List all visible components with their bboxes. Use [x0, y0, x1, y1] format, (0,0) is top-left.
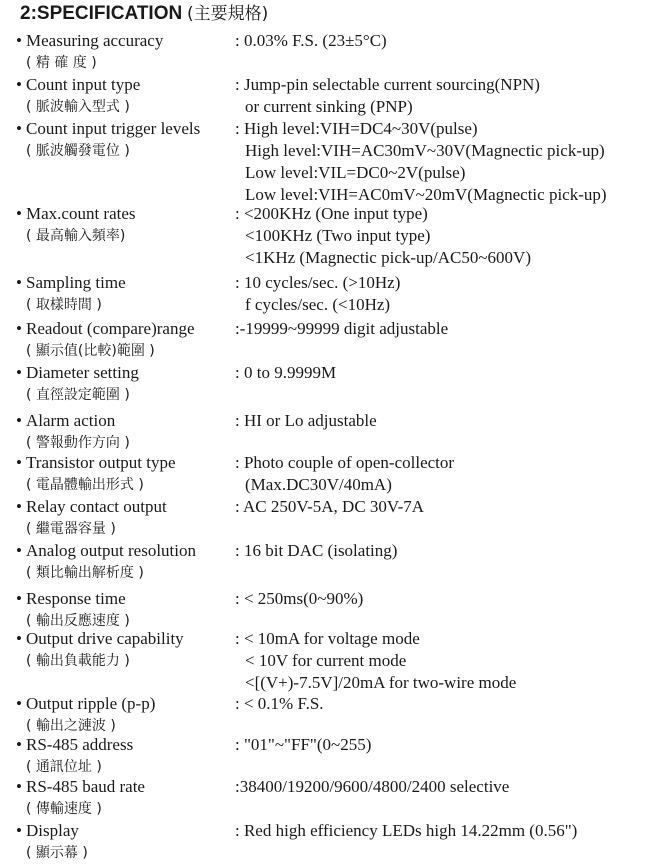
spec-value [235, 628, 650, 694]
spec-value-line: : Red high efficiency LEDs high 14.22mm (0.56") [235, 821, 578, 840]
spec-value [235, 318, 650, 340]
spec-value-line: : 10 cycles/sec. (>10Hz) [235, 273, 401, 292]
spec-value-line: :38400/19200/9600/4800/2400 selective [235, 777, 510, 796]
section-title [20, 2, 268, 26]
spec-label [16, 734, 234, 778]
spec-value-line: : < 10mA for voltage mode [235, 629, 420, 648]
spec-value-line: : < 250ms(0~90%) [235, 589, 364, 608]
spec-label-english: Count input type [26, 75, 141, 94]
spec-value-line: < 10V for current mode [245, 651, 407, 670]
spec-label-chinese: ( 精 確 度 ) [26, 55, 97, 71]
bullet-icon: • [16, 694, 22, 713]
spec-label [16, 272, 234, 316]
spec-label [16, 74, 234, 118]
spec-label [16, 693, 234, 737]
spec-value [235, 776, 650, 798]
spec-label [16, 118, 234, 162]
spec-label-english: Display [26, 821, 79, 840]
spec-label-english: Readout (compare)range [26, 319, 195, 338]
spec-label [16, 496, 234, 540]
spec-value [235, 362, 650, 384]
spec-value-line: <100KHz (Two input type) [245, 226, 431, 245]
spec-label [16, 410, 234, 454]
spec-value [235, 452, 650, 496]
spec-label-chinese: ( 繼電器容量 ) [26, 521, 116, 537]
spec-value-line: : <200KHz (One input type) [235, 204, 428, 223]
spec-label-chinese: ( 傳輸速度 ) [26, 801, 102, 817]
spec-label-chinese: ( 顯示幕 ) [26, 845, 88, 861]
spec-label [16, 820, 234, 864]
spec-label [16, 628, 234, 672]
spec-label [16, 318, 234, 362]
bullet-icon: • [16, 31, 22, 50]
spec-value-line: Low level:VIL=DC0~2V(pulse) [245, 163, 466, 182]
spec-label-chinese: ( 輸出反應速度 ) [26, 613, 130, 629]
spec-label-chinese: ( 脈波輸入型式 ) [26, 99, 130, 115]
spec-value-line: :-19999~99999 digit adjustable [235, 319, 449, 338]
spec-value-line: : 0.03% F.S. (23±5°C) [235, 31, 387, 50]
spec-label-english: Alarm action [26, 411, 116, 430]
spec-value-line: : < 0.1% F.S. [235, 694, 324, 713]
spec-label [16, 452, 234, 496]
section-title-chinese: (主要規格) [186, 4, 269, 24]
spec-label [16, 362, 234, 406]
spec-label-english: Measuring accuracy [26, 31, 164, 50]
bullet-icon: • [16, 204, 22, 223]
spec-label-english: RS-485 address [26, 735, 134, 754]
spec-value [235, 203, 650, 269]
bullet-icon: • [16, 821, 22, 840]
spec-label-english: Transistor output type [26, 453, 176, 472]
spec-value-line: f cycles/sec. (<10Hz) [245, 295, 391, 314]
spec-value [235, 693, 650, 715]
spec-label-chinese: ( 取樣時間 ) [26, 297, 102, 313]
bullet-icon: • [16, 319, 22, 338]
spec-label-chinese: ( 輸出之漣波 ) [26, 718, 116, 734]
bullet-icon: • [16, 273, 22, 292]
spec-value-line: : AC 250V-5A, DC 30V-7A [235, 497, 425, 516]
bullet-icon: • [16, 589, 22, 608]
spec-label-chinese: ( 直徑設定範圍 ) [26, 387, 130, 403]
spec-label-english: Output drive capability [26, 629, 184, 648]
section-title-text: 2:SPECIFICATION [20, 3, 183, 24]
spec-label-chinese: ( 輸出負載能力 ) [26, 653, 130, 669]
bullet-icon: • [16, 119, 22, 138]
spec-label-english: Count input trigger levels [26, 119, 201, 138]
spec-label-chinese: ( 脈波觸發電位 ) [26, 143, 130, 159]
bullet-icon: • [16, 735, 22, 754]
spec-value-line: : Photo couple of open-collector [235, 453, 455, 472]
spec-label [16, 30, 234, 74]
spec-value-line: : "01"~"FF"(0~255) [235, 735, 372, 754]
spec-value [235, 588, 650, 610]
spec-label [16, 540, 234, 584]
bullet-icon: • [16, 629, 22, 648]
spec-value-line: <[(V+)-7.5V]/20mA for two-wire mode [245, 673, 517, 692]
spec-label-chinese: ( 顯示值(比較)範圍 ) [26, 343, 155, 359]
spec-value-line: High level:VIH=AC30mV~30V(Magnectic pick-up) [245, 141, 605, 160]
spec-label-english: Relay contact output [26, 497, 167, 516]
spec-value [235, 74, 650, 118]
spec-value [235, 734, 650, 756]
spec-label-chinese: ( 警報動作方向 ) [26, 435, 130, 451]
spec-label-chinese: ( 電晶體輸出形式 ) [26, 477, 144, 493]
spec-label-chinese: ( 類比輸出解析度 ) [26, 565, 144, 581]
spec-label-english: Max.count rates [26, 204, 136, 223]
spec-value-line: : High level:VIH=DC4~30V(pulse) [235, 119, 478, 138]
spec-label [16, 203, 234, 247]
spec-value-line: : Jump-pin selectable current sourcing(NPN) [235, 75, 540, 94]
spec-label [16, 776, 234, 820]
spec-value-line: Low level:VIH=AC0mV~20mV(Magnectic pick-up) [245, 185, 607, 204]
spec-value-line: : 16 bit DAC (isolating) [235, 541, 398, 560]
spec-value [235, 272, 650, 316]
spec-label-chinese: ( 最高輸入頻率) [26, 228, 126, 244]
spec-label-english: RS-485 baud rate [26, 777, 145, 796]
spec-label-english: Diameter setting [26, 363, 139, 382]
spec-value-line: : HI or Lo adjustable [235, 411, 377, 430]
spec-label [16, 588, 234, 632]
bullet-icon: • [16, 453, 22, 472]
spec-value-line: (Max.DC30V/40mA) [245, 475, 392, 494]
spec-value [235, 30, 650, 52]
bullet-icon: • [16, 75, 22, 94]
spec-value [235, 118, 650, 206]
spec-label-english: Analog output resolution [26, 541, 196, 560]
spec-value-line: : 0 to 9.9999M [235, 363, 337, 382]
bullet-icon: • [16, 497, 22, 516]
spec-label-english: Sampling time [26, 273, 126, 292]
bullet-icon: • [16, 541, 22, 560]
spec-value [235, 496, 650, 518]
spec-label-chinese: ( 通訊位址 ) [26, 759, 102, 775]
bullet-icon: • [16, 363, 22, 382]
bullet-icon: • [16, 411, 22, 430]
spec-value [235, 540, 650, 562]
spec-value-line: <1KHz (Magnectic pick-up/AC50~600V) [245, 248, 531, 267]
spec-label-english: Response time [26, 589, 126, 608]
spec-value [235, 410, 650, 432]
spec-value-line: or current sinking (PNP) [245, 97, 413, 116]
spec-label-english: Output ripple (p-p) [26, 694, 156, 713]
spec-value [235, 820, 650, 842]
bullet-icon: • [16, 777, 22, 796]
